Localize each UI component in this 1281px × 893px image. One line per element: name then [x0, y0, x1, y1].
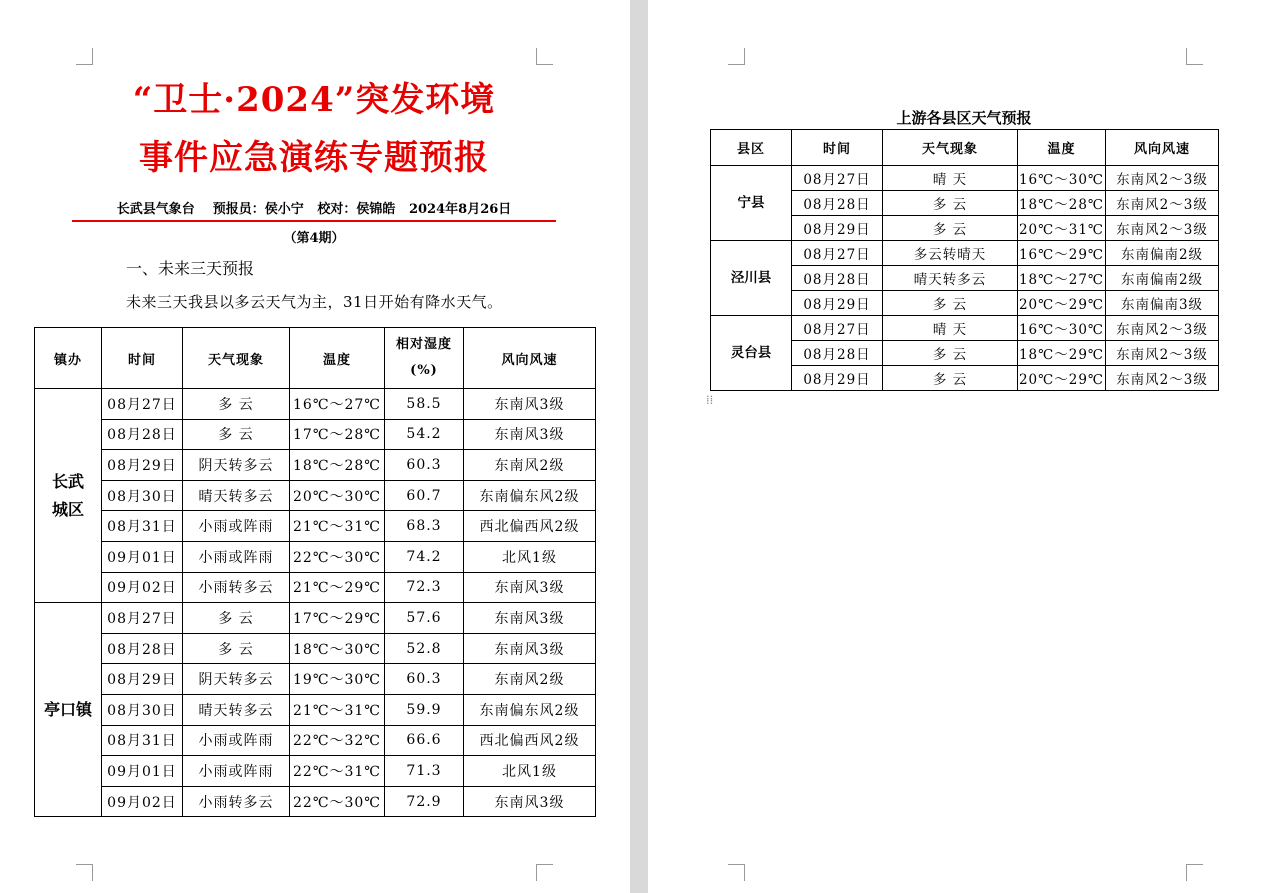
- col-header: 镇办: [35, 328, 102, 389]
- table-header-row: [711, 130, 1219, 166]
- table-cell: 东南风2～3级: [1106, 166, 1219, 191]
- table-cell: 22℃～31℃: [290, 756, 385, 787]
- table-cell: 20℃～29℃: [1018, 291, 1106, 316]
- crop-mark: [76, 48, 93, 65]
- table-cell: 东南风2～3级: [1106, 191, 1219, 216]
- table-cell: 北风1级: [464, 541, 596, 572]
- table-cell: 72.9: [385, 786, 464, 817]
- table-cell: 20℃～29℃: [1018, 366, 1106, 391]
- table-cell: 东南风2～3级: [1106, 366, 1219, 391]
- table-cell: 16℃～27℃: [290, 389, 385, 420]
- table-cell: 16℃～29℃: [1018, 241, 1106, 266]
- table-cell: 08月30日: [102, 694, 183, 725]
- group-name-cell: 亭口镇: [35, 603, 102, 817]
- table-cell: 晴天转多云: [183, 694, 290, 725]
- table-cell: 晴 天: [883, 316, 1018, 341]
- table-cell: 17℃～28℃: [290, 419, 385, 450]
- table-cell: 18℃～28℃: [290, 450, 385, 481]
- table-cell: 08月29日: [792, 366, 883, 391]
- table-cell: 东南风2～3级: [1106, 216, 1219, 241]
- table-cell: 东南风3级: [464, 572, 596, 603]
- table-cell: 08月31日: [102, 725, 183, 756]
- red-divider: [72, 220, 556, 222]
- table-cell: 08月29日: [102, 450, 183, 481]
- table-row: [35, 725, 596, 756]
- table-header-row: [35, 328, 596, 389]
- table-cell: 多 云: [183, 603, 290, 634]
- col-header: 天气现象: [183, 328, 290, 389]
- table-cell: 东南偏南2级: [1106, 241, 1219, 266]
- table-cell: 58.5: [385, 389, 464, 420]
- table-cell: 东南风3级: [464, 786, 596, 817]
- table-cell: 小雨转多云: [183, 572, 290, 603]
- table-cell: 08月30日: [102, 480, 183, 511]
- table-cell: 东南风3级: [464, 633, 596, 664]
- intro-paragraph: 未来三天我县以多云天气为主，31日开始有降水天气。: [126, 293, 503, 311]
- table-cell: 小雨转多云: [183, 786, 290, 817]
- table-cell: 08月27日: [792, 241, 883, 266]
- table-cell: 16℃～30℃: [1018, 316, 1106, 341]
- table-cell: 08月29日: [102, 664, 183, 695]
- table-row: [711, 166, 1219, 191]
- col-header: 风向风速: [1106, 130, 1219, 166]
- table-row: [35, 511, 596, 542]
- group-name-cell: 长武城区: [35, 389, 102, 603]
- table-row: [35, 633, 596, 664]
- doc-title-line1: “卫士·2024”突发环境: [132, 80, 496, 120]
- table-move-handle-icon[interactable]: ⁞⁞: [706, 393, 714, 408]
- table-cell: 21℃～29℃: [290, 572, 385, 603]
- table-cell: 08月28日: [102, 419, 183, 450]
- table-cell: 东南风3级: [464, 419, 596, 450]
- table-cell: 08月27日: [102, 389, 183, 420]
- table-cell: 20℃～30℃: [290, 480, 385, 511]
- table-cell: 72.3: [385, 572, 464, 603]
- col-header: 时间: [792, 130, 883, 166]
- table-cell: 东南风3级: [464, 389, 596, 420]
- crop-mark: [1186, 864, 1203, 881]
- byline: 长武县气象台 预报员：侯小宁 校对：侯锦皓 2024年8月26日: [116, 202, 512, 217]
- table-cell: 小雨或阵雨: [183, 541, 290, 572]
- group-name-cell: 宁县: [711, 166, 792, 241]
- group-name-cell: 灵台县: [711, 316, 792, 391]
- table-cell: 08月28日: [792, 191, 883, 216]
- table-cell: 09月02日: [102, 786, 183, 817]
- col-header: 温度: [290, 328, 385, 389]
- table-row: [35, 389, 596, 420]
- table-cell: 19℃～30℃: [290, 664, 385, 695]
- table-row: [35, 572, 596, 603]
- section-heading: 一、未来三天预报: [126, 259, 255, 278]
- table-cell: 21℃～31℃: [290, 694, 385, 725]
- table-cell: 东南偏南3级: [1106, 291, 1219, 316]
- table-cell: 21℃～31℃: [290, 511, 385, 542]
- table-cell: 多 云: [183, 419, 290, 450]
- table-cell: 北风1级: [464, 756, 596, 787]
- crop-mark: [1186, 48, 1203, 65]
- col-header: 温度: [1018, 130, 1106, 166]
- table-cell: 东南偏东风2级: [464, 694, 596, 725]
- table-row: [711, 241, 1219, 266]
- table-cell: 多 云: [883, 341, 1018, 366]
- table-cell: 东南偏东风2级: [464, 480, 596, 511]
- table-cell: 多云转晴天: [883, 241, 1018, 266]
- table-cell: 东南风3级: [464, 603, 596, 634]
- page-gutter: [630, 0, 648, 893]
- table-cell: 多 云: [883, 191, 1018, 216]
- upstream-title: 上游各县区天气预报: [896, 109, 1032, 127]
- table-cell: 西北偏西风2级: [464, 511, 596, 542]
- table-cell: 09月01日: [102, 756, 183, 787]
- table-cell: 阴天转多云: [183, 664, 290, 695]
- table-row: [35, 541, 596, 572]
- table-cell: 多 云: [883, 366, 1018, 391]
- table-row: [35, 419, 596, 450]
- table-cell: 57.6: [385, 603, 464, 634]
- crop-mark: [728, 48, 745, 65]
- crop-mark: [536, 864, 553, 881]
- table-cell: 小雨或阵雨: [183, 725, 290, 756]
- table-cell: 22℃～30℃: [290, 786, 385, 817]
- col-header: 县区: [711, 130, 792, 166]
- table-cell: 09月02日: [102, 572, 183, 603]
- table-row: [35, 450, 596, 481]
- table-cell: 16℃～30℃: [1018, 166, 1106, 191]
- table-cell: 18℃～30℃: [290, 633, 385, 664]
- table-cell: 晴天转多云: [183, 480, 290, 511]
- table-cell: 60.3: [385, 664, 464, 695]
- table-row: [35, 480, 596, 511]
- table-cell: 60.3: [385, 450, 464, 481]
- col-header: 天气现象: [883, 130, 1018, 166]
- table-cell: 74.2: [385, 541, 464, 572]
- table-row: [711, 316, 1219, 341]
- table-row: [35, 694, 596, 725]
- table-cell: 68.3: [385, 511, 464, 542]
- table-cell: 东南风2级: [464, 664, 596, 695]
- table-cell: 08月28日: [792, 266, 883, 291]
- table-cell: 08月28日: [102, 633, 183, 664]
- group-name-cell: 泾川县: [711, 241, 792, 316]
- table-cell: 08月27日: [792, 166, 883, 191]
- issue-number: （第4期）: [283, 231, 345, 246]
- table-cell: 西北偏西风2级: [464, 725, 596, 756]
- table-cell: 多 云: [183, 633, 290, 664]
- table-cell: 22℃～30℃: [290, 541, 385, 572]
- table-cell: 小雨或阵雨: [183, 511, 290, 542]
- table-cell: 18℃～28℃: [1018, 191, 1106, 216]
- table-cell: 17℃～29℃: [290, 603, 385, 634]
- forecast-table: [34, 327, 596, 817]
- table-cell: 阴天转多云: [183, 450, 290, 481]
- table-row: [35, 756, 596, 787]
- table-cell: 东南风2级: [464, 450, 596, 481]
- table-cell: 多 云: [883, 216, 1018, 241]
- crop-mark: [76, 864, 93, 881]
- table-cell: 08月31日: [102, 511, 183, 542]
- table-cell: 晴天转多云: [883, 266, 1018, 291]
- table-cell: 71.3: [385, 756, 464, 787]
- crop-mark: [536, 48, 553, 65]
- table-cell: 18℃～29℃: [1018, 341, 1106, 366]
- col-header: 风向风速: [464, 328, 596, 389]
- table-cell: 东南风2～3级: [1106, 316, 1219, 341]
- page-left: [0, 0, 630, 893]
- table-cell: 09月01日: [102, 541, 183, 572]
- table-cell: 08月28日: [792, 341, 883, 366]
- table-cell: 22℃～32℃: [290, 725, 385, 756]
- upstream-forecast-table: [710, 129, 1219, 391]
- table-cell: 东南风2～3级: [1106, 341, 1219, 366]
- table-cell: 多 云: [883, 291, 1018, 316]
- table-cell: 18℃～27℃: [1018, 266, 1106, 291]
- table-row: [35, 786, 596, 817]
- table-cell: 20℃～31℃: [1018, 216, 1106, 241]
- crop-mark: [728, 864, 745, 881]
- table-cell: 54.2: [385, 419, 464, 450]
- table-row: [35, 664, 596, 695]
- table-cell: 小雨或阵雨: [183, 756, 290, 787]
- table-cell: 08月27日: [792, 316, 883, 341]
- table-cell: 多 云: [183, 389, 290, 420]
- col-header: 时间: [102, 328, 183, 389]
- table-row: [35, 603, 596, 634]
- table-cell: 52.8: [385, 633, 464, 664]
- table-cell: 59.9: [385, 694, 464, 725]
- table-cell: 东南偏南2级: [1106, 266, 1219, 291]
- table-cell: 08月27日: [102, 603, 183, 634]
- table-cell: 晴 天: [883, 166, 1018, 191]
- table-cell: 08月29日: [792, 216, 883, 241]
- col-header: 相对湿度(%): [385, 328, 464, 389]
- doc-title-line2: 事件应急演练专题预报: [139, 138, 489, 178]
- table-cell: 08月29日: [792, 291, 883, 316]
- table-cell: 60.7: [385, 480, 464, 511]
- table-cell: 66.6: [385, 725, 464, 756]
